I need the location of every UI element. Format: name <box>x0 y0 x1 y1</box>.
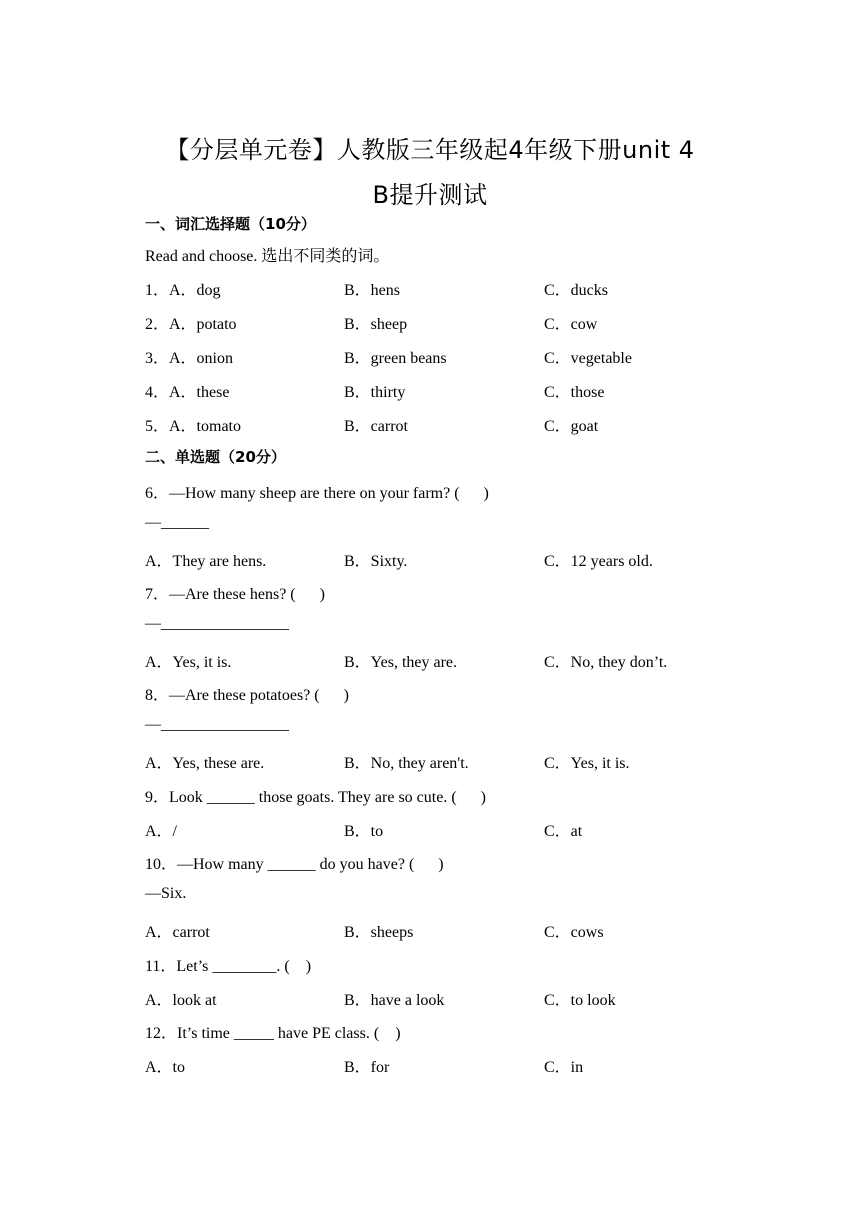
option-c: C．12 years old. <box>544 553 653 570</box>
page-title-line-1: 【分层单元卷】人教版三年级起4年级下册unit 4 <box>165 136 695 164</box>
option-c: C．ducks <box>544 282 609 299</box>
question-12-options <box>145 1054 745 1076</box>
question-6-response: —______ <box>145 514 209 531</box>
section-1-instruction: Read and choose. 选出不同类的词。 <box>145 248 390 265</box>
option-a: A．Yes, these are. <box>145 755 265 772</box>
question-7: 7．—Are these hens? ( ) <box>145 586 325 603</box>
option-a: 3．A．onion <box>145 350 234 367</box>
option-c: C．goat <box>544 418 599 435</box>
question-11-options <box>145 987 745 1009</box>
question-10-options <box>145 919 745 941</box>
option-c: C．No, they don’t. <box>544 654 668 671</box>
question-11: 11．Let’s ________. ( ) <box>145 958 312 975</box>
option-c: C．to look <box>544 992 616 1009</box>
option-a: A．carrot <box>145 924 210 941</box>
vocab-item-3 <box>145 345 745 367</box>
question-9-options <box>145 818 745 840</box>
option-b: B．Sixty. <box>344 553 408 570</box>
question-8-options <box>145 750 745 772</box>
question-7-response: —________________ <box>145 615 289 632</box>
option-a: A．Yes, it is. <box>145 654 232 671</box>
option-a: 4．A．these <box>145 384 230 401</box>
option-a: 5．A．tomato <box>145 418 241 435</box>
option-a: 2．A．potato <box>145 316 237 333</box>
option-c: C．cow <box>544 316 598 333</box>
vocab-item-4 <box>145 379 745 401</box>
option-b: B．to <box>344 823 384 840</box>
option-b: B．green beans <box>344 350 447 367</box>
question-12: 12．It’s time _____ have PE class. ( ) <box>145 1025 401 1042</box>
option-b: B．sheep <box>344 316 408 333</box>
option-c: C．cows <box>544 924 604 941</box>
option-b: B．Yes, they are. <box>344 654 458 671</box>
question-6-options <box>145 548 745 570</box>
page-title-line-2: B提升测试 <box>372 181 488 209</box>
question-7-options <box>145 649 745 671</box>
option-c: C．in <box>544 1059 584 1076</box>
option-a: A．to <box>145 1059 186 1076</box>
question-8-response: —________________ <box>145 716 289 733</box>
option-b: B．No, they aren't. <box>344 755 469 772</box>
option-b: B．carrot <box>344 418 408 435</box>
option-a: 1．A．dog <box>145 282 221 299</box>
question-9: 9．Look ______ those goats. They are so cute. ( ) <box>145 789 486 806</box>
option-a: A．/ <box>145 823 178 840</box>
question-10-response: —Six. <box>145 885 187 902</box>
option-c: C．vegetable <box>544 350 632 367</box>
question-10: 10．—How many ______ do you have? ( ) <box>145 856 444 873</box>
section-2-heading: 二、单选题（20分） <box>145 448 286 466</box>
option-b: B．thirty <box>344 384 406 401</box>
option-b: B．have a look <box>344 992 445 1009</box>
option-a: A．look at <box>145 992 217 1009</box>
vocab-item-1 <box>145 277 745 299</box>
option-c: C．Yes, it is. <box>544 755 630 772</box>
option-c: C．those <box>544 384 605 401</box>
question-8: 8．—Are these potatoes? ( ) <box>145 687 349 704</box>
vocab-item-2 <box>145 311 745 333</box>
option-c: C．at <box>544 823 583 840</box>
option-b: B．hens <box>344 282 401 299</box>
option-a: A．They are hens. <box>145 553 267 570</box>
option-b: B．for <box>344 1059 390 1076</box>
question-6: 6．—How many sheep are there on your farm? ( ) <box>145 485 489 502</box>
option-b: B．sheeps <box>344 924 414 941</box>
vocab-item-5 <box>145 413 745 435</box>
section-1-heading: 一、词汇选择题（10分） <box>145 215 316 233</box>
